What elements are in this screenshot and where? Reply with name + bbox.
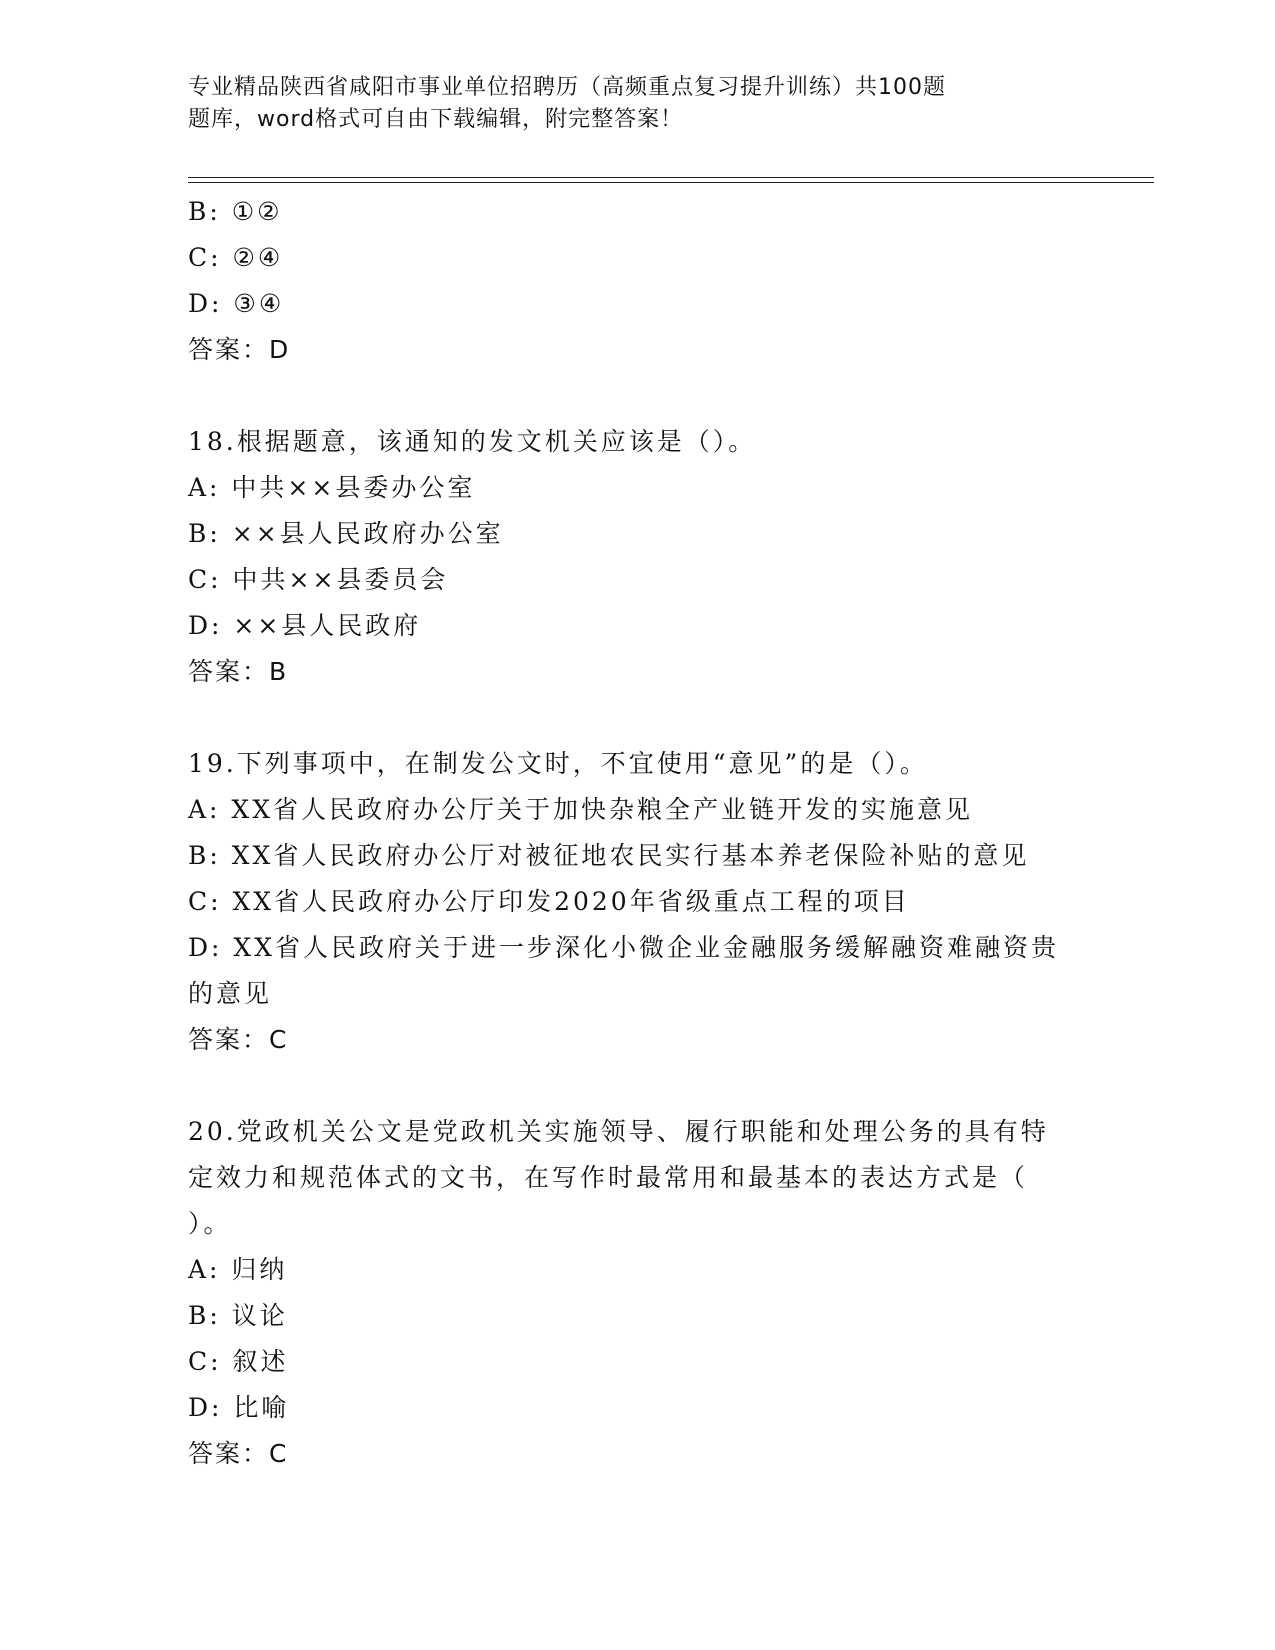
q17-answer: 答案：D: [188, 335, 291, 364]
q20-option-a: A: 归纳: [188, 1255, 288, 1284]
spacer: [188, 373, 1088, 419]
q19-question: 19.下列事项中，在制发公文时，不宜使用“意见”的是（）。: [188, 749, 928, 778]
q18-option-c: C: 中共××县委员会: [188, 565, 449, 594]
q19-option-a: A: XX省人民政府办公厅关于加快杂粮全产业链开发的实施意见: [188, 795, 974, 824]
q20-option-c: C: 叙述: [188, 1347, 289, 1376]
q17-option-c: C: ②④: [188, 243, 284, 272]
q20-question-line-1: 20.党政机关公文是党政机关实施领导、履行职能和处理公务的具有特: [188, 1117, 1049, 1146]
q19-answer: 答案：C: [188, 1025, 289, 1054]
header-divider-bottom: [188, 182, 1154, 183]
q18-answer: 答案：B: [188, 657, 289, 686]
q20-option-d: D: 比喻: [188, 1393, 290, 1422]
q18-option-d: D: ××县人民政府: [188, 611, 422, 640]
q20-question-line-2: 定效力和规范体式的文书，在写作时最常用和最基本的表达方式是（: [188, 1163, 1029, 1192]
q19-option-d: D: XX省人民政府关于进一步深化小微企业金融服务缓解融资难融资贵: [188, 933, 1060, 962]
question-content: [188, 189, 1088, 1477]
spacer: [188, 695, 1088, 741]
header-title-line-2: 题库，word格式可自由下载编辑，附完整答案！: [188, 107, 684, 132]
q19-option-c: C: XX省人民政府办公厅印发2020年省级重点工程的项目: [188, 887, 910, 916]
q17-option-b: B: ①②: [188, 197, 283, 226]
q18-option-b: B: ××县人民政府办公室: [188, 519, 504, 548]
q18-option-a: A: 中共××县委办公室: [188, 473, 476, 502]
q20-question-line-3: ）。: [188, 1209, 232, 1238]
q19-option-b: B: XX省人民政府办公厅对被征地农民实行基本养老保险补贴的意见: [188, 841, 1030, 870]
spacer: [188, 1063, 1088, 1109]
header-divider-top: [188, 177, 1154, 178]
q20-option-b: B: 议论: [188, 1301, 288, 1330]
q20-answer: 答案：C: [188, 1439, 289, 1468]
q19-option-d-continued: 的意见: [188, 979, 273, 1008]
header-title-line-1: 专业精品陕西省咸阳市事业单位招聘历（高频重点复习提升训练）共100题: [188, 75, 946, 100]
document-header: [188, 72, 1028, 136]
q17-option-d: D: ③④: [188, 289, 285, 318]
q18-question: 18.根据题意，该通知的发文机关应该是（）。: [188, 427, 757, 456]
